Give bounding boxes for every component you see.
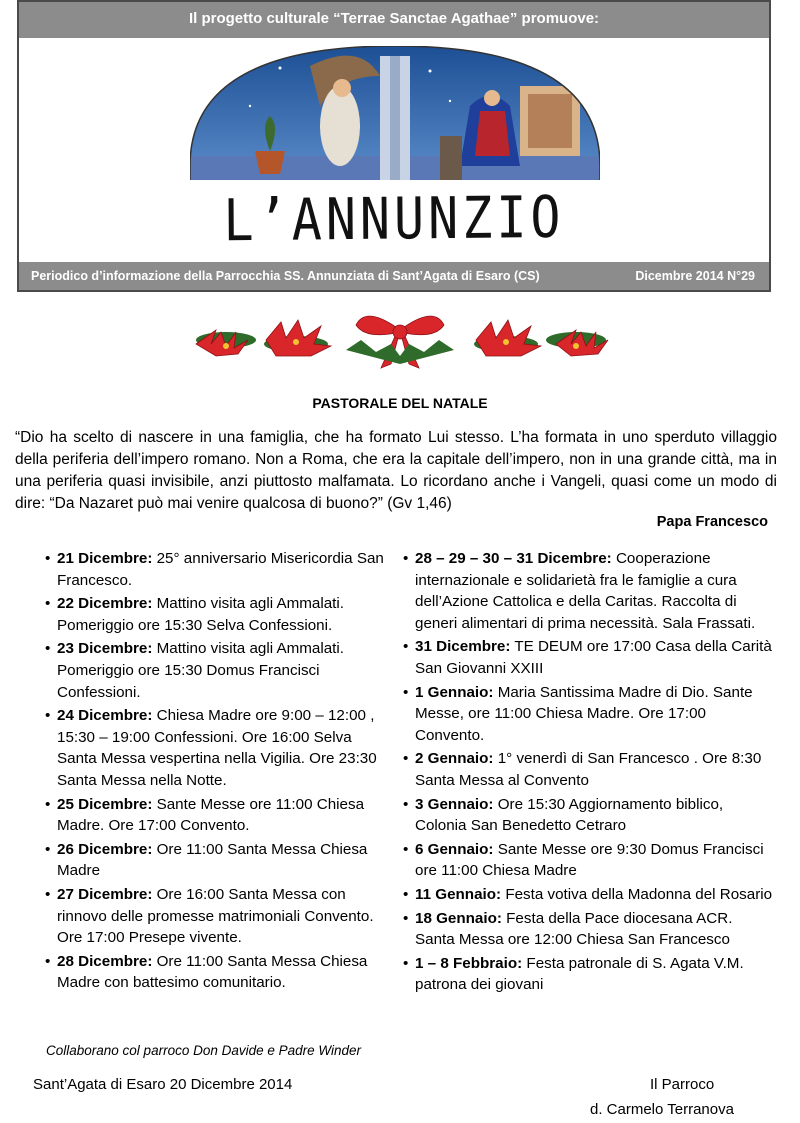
event-date: 22 Dicembre: (57, 595, 153, 613)
event-text: Ore 16:00 Santa Messa con rinnovo delle promesse matrimoniali Convento. Ore 17:00 Presepe vivente. (57, 885, 374, 947)
event-date: 1 Gennaio: (415, 683, 494, 701)
event-date: 27 Dicembre: (57, 885, 153, 903)
event-date: 3 Gennaio: (415, 795, 494, 813)
signature-role: Il Parroco (650, 1076, 715, 1093)
list-item: • 18 Gennaio: Festa della Pace diocesana ACR. Santa Messa ore 12:00 Chiesa San Francesco (403, 909, 733, 949)
event-date: 31 Dicembre: (415, 638, 511, 656)
article-heading: PASTORALE DEL NATALE (312, 395, 488, 411)
event-date: 23 Dicembre: (57, 640, 153, 658)
masthead-bottom-bar (19, 262, 769, 290)
newsletter-subtitle: Periodico d’informazione della Parrocchia SS. Annunziata di Sant’Agata di Esaro (CS) (31, 269, 540, 283)
poinsettia-garland-icon (186, 300, 614, 372)
event-text: Ore 11:00 Santa Messa Chiesa Madre con battesimo comunitario. (57, 952, 368, 992)
list-item: • 28 – 29 – 30 – 31 Dicembre: Cooperazione internazionale e solidarietà fra le famiglie a cura dell’Azione Cattolica e della Caritas. Raccolta di generi alimentari di prima necessità. Sala Frassati. (403, 550, 756, 632)
article-quote: “Dio ha scelto di nascere in una famiglia, che ha formato Lui stesso. L’ha formata in uno sperduto villaggio della periferia dell’impero romano. Non a Roma, che era la capitale dell’impero, non in una grande città, ma in una periferia quasi invisibile, anzi piuttosto malfamata. Lo ricordano anche i Vangeli, quasi come un modo di dire: “Da Nazaret può mai venire qualcosa di buono?” (Gv 1,46) (15, 429, 777, 512)
event-text: 1° venerdì di San Francesco . Ore 8:30 Santa Messa al Convento (415, 750, 762, 789)
event-text: Festa patronale di S. Agata V.M. patrona dei giovani (415, 954, 744, 994)
place-date: Sant’Agata di Esaro 20 Dicembre 2014 (33, 1076, 293, 1093)
masthead-top-bar: Il progetto culturale “Terrae Sanctae Agathae” promuove: (19, 2, 769, 38)
events-list-right (403, 548, 773, 998)
annunciation-painting (190, 46, 600, 180)
newsletter-title: L’ANNUNZIO (223, 183, 565, 255)
quote-author: Papa Francesco (656, 514, 768, 530)
event-text: Chiesa Madre ore 9:00 – 12:00 , 15:30 – 19:00 Confessioni. Ore 16:00 Selva Santa Messa vespertina nella Vigilia. Ore 23:30 Santa Messa nella Notte. (57, 707, 377, 789)
events-list-left (45, 548, 385, 996)
event-date: 24 Dicembre: (57, 707, 153, 725)
event-date: 26 Dicembre: (57, 840, 153, 858)
event-text: Mattino visita agli Ammalati. Pomeriggio ore 15:30 Selva Confessioni. (57, 595, 344, 634)
list-item: • 26 Dicembre: Ore 11:00 Santa Messa Chiesa Madre (45, 840, 368, 880)
list-item: • 2 Gennaio: 1° venerdì di San Francesco . Ore 8:30 Santa Messa al Convento (403, 750, 762, 789)
list-item: • 31 Dicembre: TE DEUM ore 17:00 Casa della Carità San Giovanni XXIII (403, 638, 772, 677)
event-text: Sante Messe ore 9:30 Domus Francisci ore 11:00 Chiesa Madre (415, 840, 764, 880)
event-text: Mattino visita agli Ammalati. Pomeriggio ore 15:30 Domus Francisci Confessioni. (57, 640, 344, 701)
collaborators-note: Collaborano col parroco Don Davide e Padre Winder (46, 1043, 362, 1058)
list-item: • 27 Dicembre: Ore 16:00 Santa Messa con rinnovo delle promesse matrimoniali Convento. Ore 17:00 Presepe vivente. (45, 885, 374, 947)
list-item: • 25 Dicembre: Sante Messe ore 11:00 Chiesa Madre. Ore 17:00 Convento. (45, 795, 365, 835)
list-item: • 11 Gennaio: Festa votiva della Madonna del Rosario (403, 885, 773, 903)
list-item: • 1 – 8 Febbraio: Festa patronale di S. Agata V.M. patrona dei giovani (403, 954, 744, 994)
list-item: • 22 Dicembre: Mattino visita agli Ammalati. Pomeriggio ore 15:30 Selva Confessioni. (45, 595, 344, 634)
event-date: 2 Gennaio: (415, 750, 494, 768)
list-item: • 24 Dicembre: Chiesa Madre ore 9:00 – 12:00 , 15:30 – 19:00 Confessioni. Ore 16:00 Selva Santa Messa vespertina nella Vigilia. Ore 23:30 Santa Messa nella Notte. (45, 707, 377, 789)
list-item: • 28 Dicembre: Ore 11:00 Santa Messa Chiesa Madre con battesimo comunitario. (45, 952, 368, 992)
list-item: • 23 Dicembre: Mattino visita agli Ammalati. Pomeriggio ore 15:30 Domus Francisci Confessioni. (45, 640, 344, 701)
event-text: Sante Messe ore 11:00 Chiesa Madre. Ore 17:00 Convento. (57, 795, 365, 835)
event-date: 25 Dicembre: (57, 795, 153, 813)
list-item: • 6 Gennaio: Sante Messe ore 9:30 Domus Francisci ore 11:00 Chiesa Madre (403, 840, 764, 880)
event-text: Festa della Pace diocesana ACR. Santa Messa ore 12:00 Chiesa San Francesco (415, 909, 733, 949)
event-text: TE DEUM ore 17:00 Casa della Carità San Giovanni XXIII (415, 638, 772, 677)
issue-number: Dicembre 2014 N°29 (635, 269, 755, 283)
event-text: 25° anniversario Misericordia San Francesco. (57, 550, 384, 589)
list-item: • 1 Gennaio: Maria Santissima Madre di Dio. Sante Messe, ore 11:00 Chiesa Madre. Ore 17:00 Convento. (403, 683, 753, 744)
event-date: 18 Gennaio: (415, 909, 502, 927)
list-item: • 3 Gennaio: Ore 15:30 Aggiornamento biblico, Colonia San Benedetto Cetraro (403, 795, 724, 835)
event-text: Cooperazione internazionale e solidarietà fra le famiglie a cura dell’Azione Cattolica e della Caritas. Raccolta di generi alimentari di prima necessità. Sala Frassati. (415, 550, 756, 632)
signature-name: d. Carmelo Terranova (590, 1101, 734, 1118)
event-date: 21 Dicembre: (57, 550, 153, 567)
event-date: 28 – 29 – 30 – 31 Dicembre: (415, 550, 612, 567)
event-date: 6 Gennaio: (415, 840, 494, 858)
event-text: Maria Santissima Madre di Dio. Sante Messe, ore 11:00 Chiesa Madre. Ore 17:00 Convento. (415, 683, 753, 744)
event-date: 28 Dicembre: (57, 952, 153, 970)
event-date: 1 – 8 Febbraio: (415, 954, 523, 972)
list-item: • 21 Dicembre: 25° anniversario Misericordia San Francesco. (45, 550, 384, 589)
event-text: Ore 11:00 Santa Messa Chiesa Madre (57, 840, 368, 880)
event-text: Ore 15:30 Aggiornamento biblico, Colonia San Benedetto Cetraro (415, 795, 724, 835)
event-text: Festa votiva della Madonna del Rosario (501, 885, 773, 903)
masthead (17, 0, 771, 292)
event-date: 11 Gennaio: (415, 885, 502, 903)
